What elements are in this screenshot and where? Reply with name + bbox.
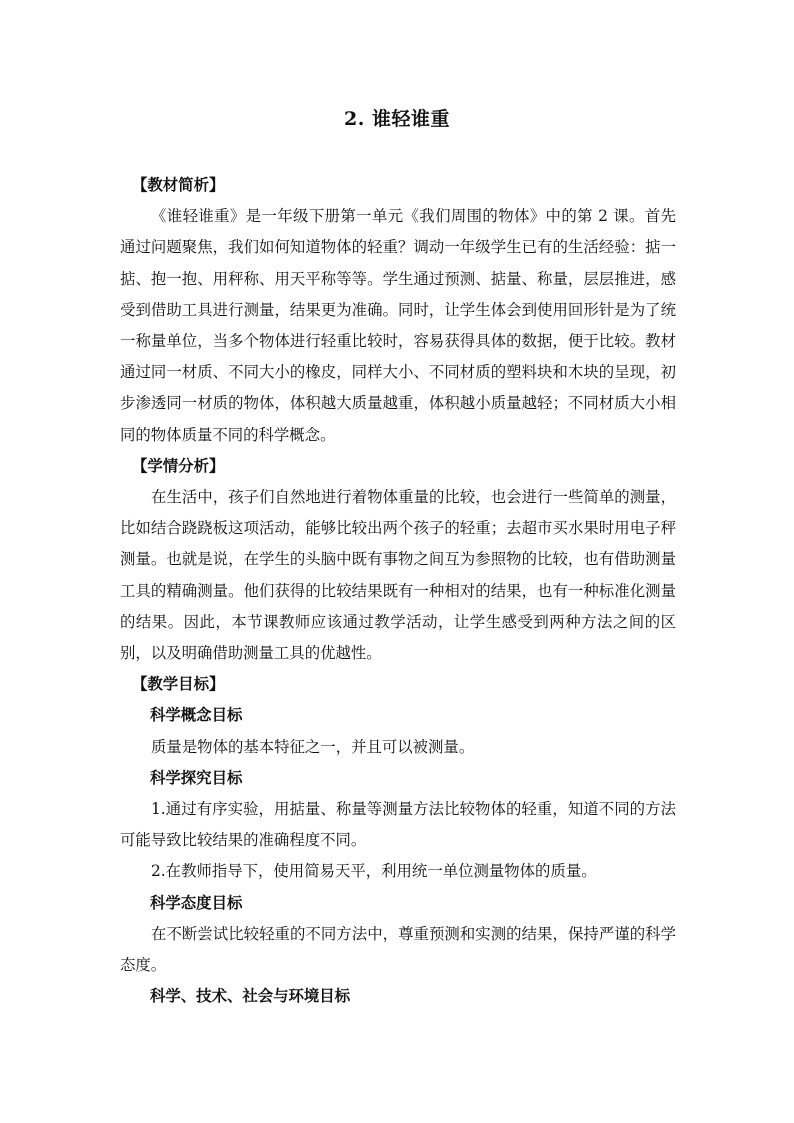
concept-goal-paragraph: 质量是物体的基本特征之一，并且可以被测量。	[151, 737, 475, 756]
learners-paragraph: 在生活中，孩子们自然地进行着物体重量的比较，也会进行一些简单的测量，比如结合跷跷板这项活动，能够比较出两个孩子的轻重；去超市买水果时用电子秤测量。也就是说，在学生的头脑中既有事物之间互为参照物的比较，也有借助测量工具的精确测量。他们获得的比较结果既有一种相对的结果，也有一种标准化测量的结果。因此，本节课教师应该通过教学活动，让学生感受到两种方法之间的区别，以及明确借助测量工具的优越性。	[120, 488, 676, 663]
page-title: 2. 谁轻谁重	[344, 108, 450, 130]
inquiry-goal-item-1: 1.通过有序实验，用掂量、称量等测量方法比较物体的轻重，知道不同的方法可能导致比较结果的准确程度不同。	[120, 800, 676, 850]
subheading-inquiry-goal: 科学探究目标	[150, 768, 243, 787]
section-heading-materials: 【教材简析】	[132, 176, 225, 194]
subheading-stse-goal: 科学、技术、社会与环境目标	[150, 987, 351, 1006]
inquiry-goal-item-2: 2.在教师指导下，使用简易天平，利用统一单位测量物体的质量。	[151, 862, 597, 881]
attitude-goal-paragraph: 在不断尝试比较轻重的不同方法中，尊重预测和实测的结果，保持严谨的科学态度。	[120, 924, 676, 975]
subheading-attitude-goal: 科学态度目标	[150, 893, 243, 912]
document-body	[120, 170, 676, 1012]
section-heading-learners: 【学情分析】	[132, 456, 225, 475]
section-heading-goals: 【教学目标】	[132, 675, 225, 694]
materials-paragraph: 《谁轻谁重》是一年级下册第一单元《我们周围的物体》中的第 2 课。首先通过问题聚焦，我们如何知道物体的轻重？调动一年级学生已有的生活经验：掂一掂、抱一抱、用秤称、用天平称等等。学生通过预测、掂量、称量，层层推进，感受到借助工具进行测量，结果更为准确。同时，让学生体会到使用回形针是为了统一称量单位，当多个物体进行轻重比较时，容易获得具体的数据，便于比较。教材通过同一材质、不同大小的橡皮，同样大小、不同材质的塑料块和木块的呈现，初步渗透同一材质的物体，体积越大质量越重，体积越小质量越轻；不同材质大小相同的物体质量不同的科学概念。	[120, 207, 676, 444]
subheading-concept-goal: 科学概念目标	[150, 706, 243, 725]
